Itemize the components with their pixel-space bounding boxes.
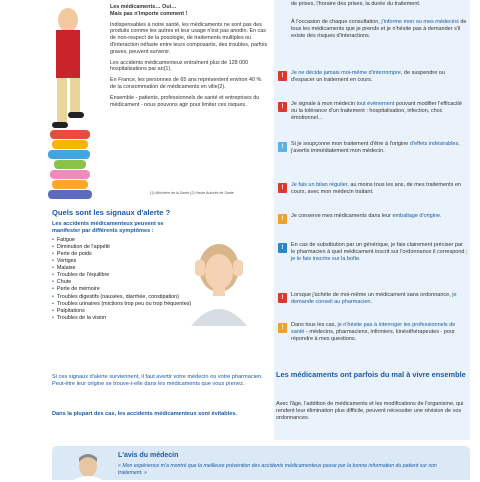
signals-intro: Les accidents médicamenteux peuvent se manifester par différents symptômes : bbox=[52, 221, 164, 234]
tip-item bbox=[278, 101, 468, 122]
intro-title-line1: Les médicaments… Oui… bbox=[110, 4, 177, 10]
list-item: • Troubles urinaires (mictions trop peu ou trop fréquentes) bbox=[52, 301, 274, 308]
tip-text: de prises, l'horaire des prises, la durée du traitement. bbox=[291, 1, 421, 7]
list-item: • Troubles digestifs (nausées, diarrhée, constipation) bbox=[52, 294, 274, 301]
alert-icon: ! bbox=[278, 142, 287, 152]
tip-text: En cas de substitution par un générique, je fais clairement préciser par le pharmacien à quel médicament inscrit sur l'ordonnance il correspond ; je le fais inscrire sur la boîte. bbox=[291, 242, 468, 262]
list-item: • Vertiges bbox=[52, 258, 274, 265]
list-item: • Diminution de l'appétit bbox=[52, 244, 274, 251]
tip-item bbox=[278, 242, 468, 263]
list-item: • Troubles de la vision bbox=[52, 315, 274, 322]
tip-item bbox=[278, 141, 468, 155]
tip-item bbox=[278, 292, 468, 306]
tip-item bbox=[278, 322, 468, 343]
tip-text: À l'occasion de chaque consultation, j'informe mon ou mes médecins de tous les médicaments que je prends et je n'hésite pas à demander s'il existe des risques d'interactions. bbox=[291, 19, 467, 39]
intro-paragraph: En France, les personnes de 65 ans représentent environ 40 % de la consommation de médicaments en ville(2). bbox=[110, 77, 262, 90]
intro-paragraph: Ensemble - patients, professionnels de santé et entreprises du médicament - nous pouvons agir pour limiter ces risques. bbox=[110, 94, 260, 108]
man-on-pills-illustration bbox=[38, 0, 108, 200]
alert-icon: ! bbox=[278, 293, 287, 303]
intro-section bbox=[110, 0, 268, 108]
list-item: • Perte de mémoire bbox=[52, 286, 274, 293]
tip-text: Si je soupçonne mon traitement d'être à l'origine d'effets indésirables, j'avertis immédiatement mon médecin. bbox=[291, 141, 460, 154]
intro-paragraph: Indispensables à notre santé, les médicaments ne sont pas des produits comme les autres et leur usage n'est pas anodin. En cas de non-respect de la posologie, de traitements multiples ou d'interaction néfaste entre leurs composants, des troubles, parfois graves, peuvent survenir. bbox=[110, 21, 268, 55]
tip-text: Je fais un bilan régulier, au moins tous les ans, de mes traitements en cours, avec mon médecin traitant. bbox=[291, 182, 461, 195]
tip-item bbox=[278, 70, 468, 84]
alert-icon: ! bbox=[278, 183, 287, 193]
alert-icon: ! bbox=[278, 102, 287, 112]
tip-text: Je ne décide jamais moi-même d'interrompre, de suspendre ou d'espacer un traitement en cours. bbox=[291, 70, 445, 83]
tip-text: Lorsque j'achète de moi-même un médicament sans ordonnance, je demande conseil au pharmacien. bbox=[291, 292, 457, 305]
section-text: Avec l'âge, l'addition de médicaments et les modifications de l'organisme, qui rendent leur élimination plus difficile, peuvent nécessiter une révision de vos ordonnances. bbox=[276, 401, 464, 421]
intro-title-line2: Mais pas n'importe comment ! bbox=[110, 10, 188, 17]
tip-text: Je signale à mon médecin tout événement pouvant modifier l'efficacité ou la tolérance d'un traitement : hospitalisation, infection, choc émotionnel… bbox=[291, 101, 462, 121]
tip-text: Dans tous les cas, je n'hésite pas à interroger les professionnels de santé - médecins, pharmaciens, infirmiers, kinésithérapeutes - pour répondre à mes questions. bbox=[291, 322, 456, 342]
doctor-advice-box bbox=[52, 446, 470, 480]
list-item: • Perte de poids bbox=[52, 251, 274, 258]
list-item: • Palpitations bbox=[52, 308, 274, 315]
alert-paragraph-bold: Dans la plupart des cas, les accidents médicamenteux sont évitables. bbox=[52, 411, 237, 417]
woman-headache-photo bbox=[183, 238, 253, 326]
footnote: (1) Ministère de la Santé (2) Haute Autorité de Santé bbox=[150, 191, 234, 195]
doctor-quote: « Mon expérience m'a montré que la meilleure prévention des accidents médicamenteux passe par la bonne information du patient sur son traitement. » bbox=[118, 463, 437, 476]
tip-text: Je conserve mes médicaments dans leur emballage d'origine. bbox=[291, 213, 442, 219]
alert-icon: ! bbox=[278, 323, 287, 333]
list-item: • Malaise bbox=[52, 265, 274, 272]
tip-item bbox=[278, 213, 468, 220]
alert-paragraph: Si ces signaux d'alerte surviennent, il faut avertir votre médecin ou votre pharmacien. Peut-être leur origine se trouve-t-elle dans les médicaments que vous prenez. bbox=[52, 374, 263, 387]
intro-paragraph: Les accidents médicamenteux entraînent plus de 128 000 hospitalisations par an(1). bbox=[110, 59, 249, 73]
tip-item bbox=[278, 182, 468, 196]
list-item: • Troubles de l'équilibre bbox=[52, 272, 274, 279]
doctor-title: L'avis du médecin bbox=[118, 452, 179, 459]
doctor-avatar bbox=[66, 452, 110, 482]
tip-item bbox=[278, 19, 468, 40]
section-title: Quels sont les signaux d'alerte ? bbox=[52, 208, 171, 217]
list-item: • Fatigue bbox=[52, 237, 274, 244]
tip-item bbox=[278, 1, 468, 8]
alert-icon: ! bbox=[278, 243, 287, 253]
alert-icon: ! bbox=[278, 214, 287, 224]
section-title: Les médicaments ont parfois du mal à vivre ensemble bbox=[276, 370, 466, 379]
alert-icon: ! bbox=[278, 71, 287, 81]
list-item: • Chute bbox=[52, 279, 274, 286]
